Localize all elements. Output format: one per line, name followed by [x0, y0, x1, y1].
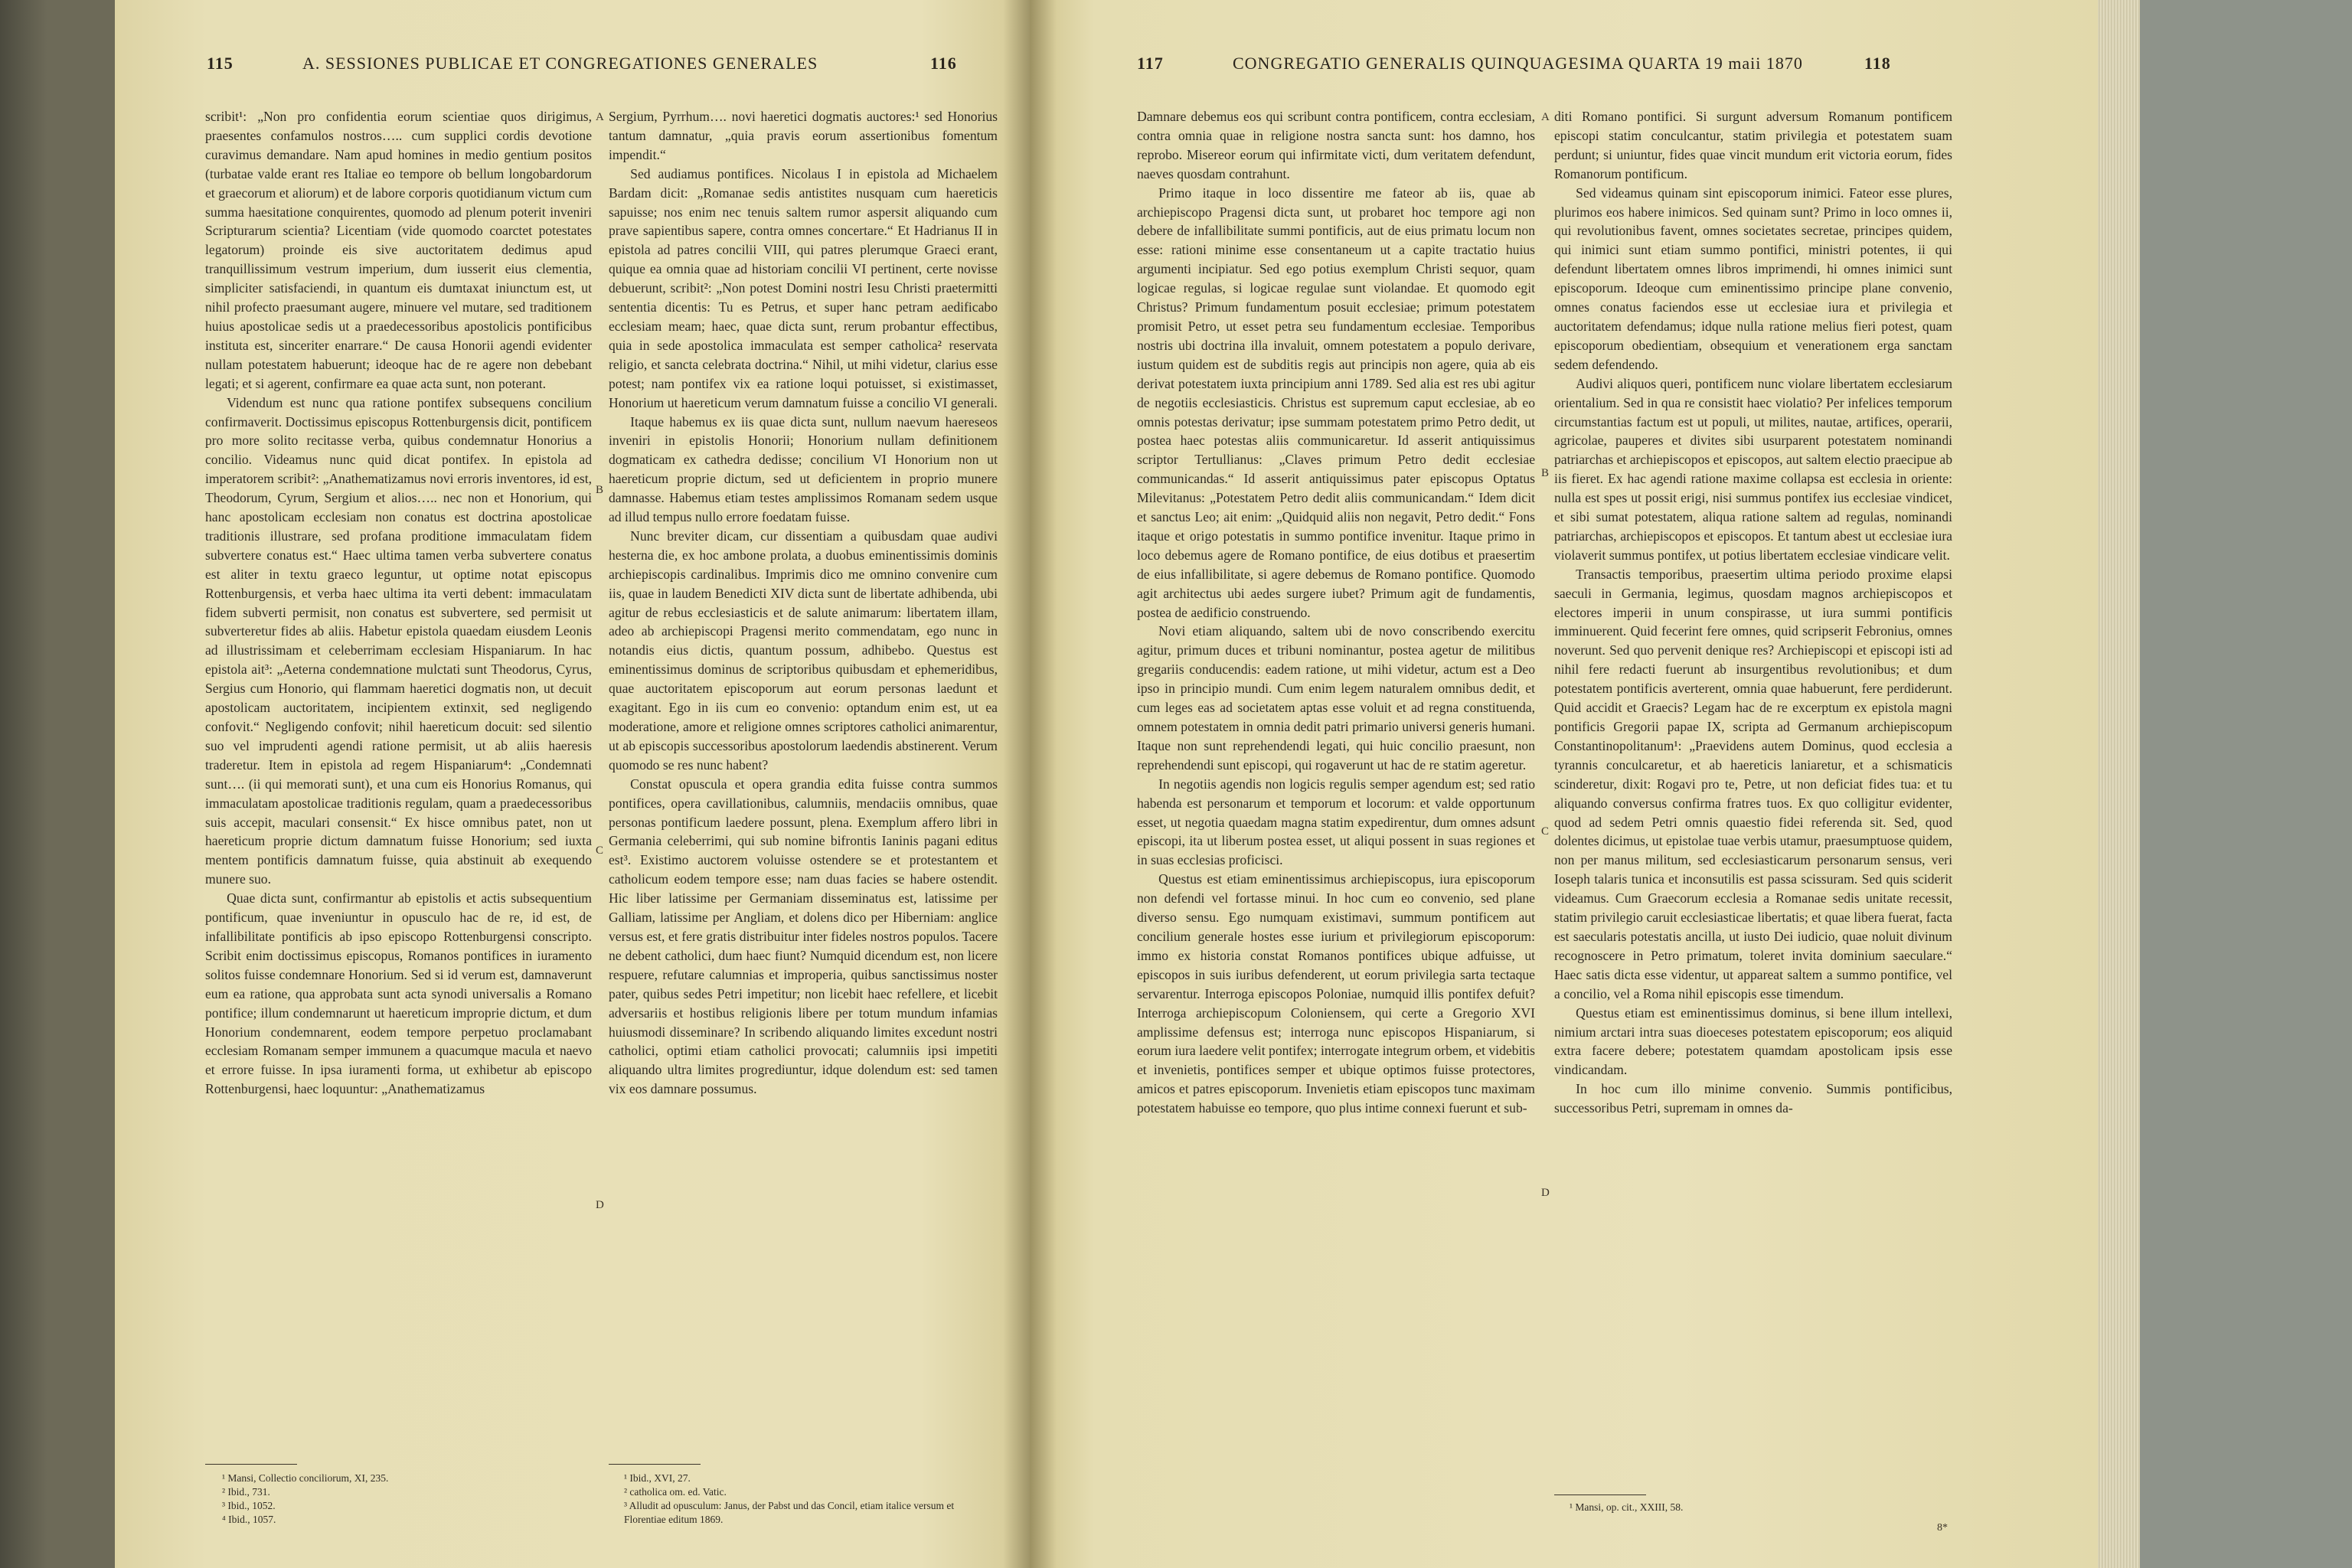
paragraph: Sed videamus quinam sint episcoporum inimici. Fateor esse plures, plurimos eos habere inimicos. Sed quinam sunt? Primo in loco omnes ii, qui revolutionibus favent, omnes societates secretae, principes quidem, qui inimici sunt etiam summo pontifici, ministri potentes, ii qui defendunt libertatem omnes libros imprimendi, hi omnes inimici sunt episcoporum. Ideoque cum eminentissimo principe plane convenio, omnes conatus faciendos esse ut ecclesiae iura et privilegia et auctoritatem defendamus; idque nulla ratione melius fieri potest, quam episcoporum obedientiam, obsequium et venerationem erga sanctam sedem defendendo.	[1554, 185, 1952, 372]
paragraph: Itaque habemus ex iis quae dicta sunt, nullum naevum haereseos inveniri in epistolis Honorii; Honorium nullam definitionem dogmaticam ex cathedra dedisse; concilium VI Honorium non ut haereticum proprie dictum, sed ut deficientem in proprio munere damnasse. Habemus etiam testes amplissimos Romanam sedem usque ad illud tempus nullo errore foedatam fuisse.	[609, 413, 998, 525]
paragraph: In hoc cum illo minime convenio. Summis pontificibus, successoribus Petri, supremam in omnes da-	[1554, 1081, 1952, 1116]
footnote-rule	[609, 1464, 701, 1465]
right-page	[1030, 0, 2098, 1568]
footnote: ¹ Mansi, op. cit., XXIII, 58.	[1570, 1501, 1684, 1513]
margin-mark-d: D	[1541, 1187, 1550, 1199]
page-number-117: 117	[1137, 54, 1164, 73]
margin-mark-d: D	[596, 1199, 604, 1211]
left-column-2	[609, 107, 998, 1099]
footnote: ² catholica om. ed. Vatic.	[624, 1486, 727, 1498]
footnote: ¹ Mansi, Collectio conciliorum, XI, 235.	[222, 1472, 389, 1484]
margin-mark-a: A	[1541, 111, 1550, 123]
paragraph: Nunc breviter dicam, cur dissentiam a quibusdam quae audivi hesterna die, ex hoc ambone prolata, a duobus eminentissimis dominis archiepiscopis cardinalibus. Imprimis dico me omnino convenire cum iis, quae in laudem Benedicti XIV dicta sunt de libertate adhibenda, ubi agitur de rebus ecclesiasticis et de salute animarum: libertatem illam, adeo ab archiepiscopi Pragensi merito commendatam, ego nunc in notandis eius dictis, quantum possum, adhibebo. Questus est eminentissimus dominus de scriptoribus quibusdam et ephemeridibus, quae auctoritatem episcoporum aut eorum personas laedunt et exagitant. Ego in iis cum eo convenio: optandum enim est, ut ea moderatione, amore et religione omnes scriptores catholici animarentur, ut ab episcopis successoribus apostolorum laedendis abstinerent. Verum quomodo se res nunc habent?	[609, 528, 998, 773]
footnote: ² Ibid., 731.	[222, 1486, 270, 1498]
page-number-115: 115	[207, 54, 234, 73]
footnote: ¹ Ibid., XVI, 27.	[624, 1472, 691, 1484]
footnote: ³ Alludit ad opusculum: Janus, der Pabst und das Concil, etiam italice versum et Florentiae editum 1869.	[624, 1500, 955, 1525]
paragraph: In negotiis agendis non logicis regulis semper agendum est; sed ratio habenda est personarum et temporum et locorum: et valde opportunum esset, ut negotia quaedam magna statim expedirentur, dum omnes adsunt episcopi, ita ut liberum postea esset, ut aliqui possent in suas regiones et in suas ecclesias proficisci.	[1137, 776, 1535, 868]
right-column-1	[1137, 107, 1535, 1118]
margin-mark-a: A	[596, 111, 604, 123]
footnote: ⁴ Ibid., 1057.	[222, 1514, 276, 1525]
paragraph: Sed audiamus pontifices. Nicolaus I in epistola ad Michaelem Bardam dicit: „Romanae sedis antistites nusquam cum haereticis sapuisse; nos enim nec tenuis saltem rumor aspersit aliquando cum prave sapientibus sapere, contra omnes concertare.“ Et Hadrianus II in epistola ad patres concilii VIII, qui patres plerumque Graeci erant, quique ea omnia quae ad historiam concilii VI pertinent, certe novisse debuerunt, scribit²: „Non potest Domini nostri Iesu Christi praetermitti sententia dicentis: Tu es Petrus, et super hanc petram aedificabo ecclesiam meam; haec, quae dicta sunt, rerum probantur effectibus, quia in sede apostolica immaculata est semper catholica² reservata religio, et sancta celebrata doctrina.“ Nihil, ut mihi videtur, clarius esse potest; nam pontifex vix ea ratione loqui potuisset, si existimasset, Honorium ut haereticum verum damnatum fuisse a concilio VI generali.	[609, 165, 998, 410]
margin-mark-c: C	[596, 844, 604, 857]
paragraph: Primo itaque in loco dissentire me fateor ab iis, quae ab archiepiscopo Pragensi dicta sunt, ut probaret hoc tempore agi non debere de infallibilitate summi pontificis, aut de eius primatu locum non esse: rationi minime esse consentaneum ut a capite tractatio huius argumenti incipiatur. Sed ego potius exemplum Christi sequor, quam logicae regulas, si logicae regulae sunt violandae. Et quomodo egit Christus? Primum fundamentum posuit ecclesiae; primum potestatem promisit Petro, ut esset petra seu fundamentum ecclesiae. Temporibus nostris ubi doctrina illa invaluit, omnem potestatem a populo derivare, iustum quidem est de subditis regis aut principis non agere, quia ab eis derivat potestatem iuxta principium anni 1789. Sed alia est res ubi agitur de negotiis ecclesiasticis. Christus est supremum caput ecclesiae, ab eo omnis potestas derivatur; ipse summam potestatem primo Petro dedit, ut postea haec potestas aliis communicaretur. Id asserit antiquissimus scriptor Tertullianus: „Claves primum Petro dedit ecclesiae communicandas.“ Id asserit antiquissimus pater episcopus Optatus Milevitanus: „Potestatem Petro dedit aliis communicandam.“ Idem dicit et sanctus Leo; ait enim: „Quidquid aliis non negavit, Petro dedit.“ Fons itaque et origo potestatis in summo pontifice invenitur. Itaque primo in loco debemus agere de Romano pontifice, de eius dotibus et praesertim de eius infallibilitate, si agere debemus de Romano pontifice. Quomodo agit architectus ubi aedes surgere iubet? Primum agit de fundamentis, postea de aedificio construendo.	[1137, 185, 1535, 620]
right-column-2	[1554, 107, 1952, 1118]
footnote-rule	[1554, 1494, 1646, 1495]
left-column-1	[205, 107, 592, 1099]
paragraph: Sergium, Pyrrhum…. novi haeretici dogmatis auctores:¹ sed Honorius tantum damnatur, „quia pravis eorum assertionibus fomentum impendit.“	[609, 109, 998, 162]
page-number-118: 118	[1864, 54, 1891, 73]
left-page	[115, 0, 1030, 1568]
paragraph: Audivi aliquos queri, pontificem nunc violare libertatem ecclesiarum orientalium. Sed in qua re consistit haec violatio? Per infelices temporum circumstantias factum est ut populi, ut milites, nautae, artifices, operarii, agricolae, pauperes et divites sibi usurparent potestatem nominandi patriarchas et archiepiscopos et episcopos, aut saltem electio praecipue ab iis fieret. Ex hac agendi ratione maxime collapsa est ecclesia in oriente: nulla est spes ut possit erigi, nisi summus pontifex ius ecclesiae vindicet, et sibi sumat potestatem, aliqua ratione saltem ad regulas, nominandi patriarchas, archiepiscopos et episcopos. Et tantum abest ut ecclesiae iura violaverit summus pontifex, ut potius libertatem ecclesiae vindicare velit.	[1554, 375, 1952, 563]
table-surface	[2140, 0, 2352, 1568]
paragraph: Questus etiam est eminentissimus dominus, si bene illum intellexi, nimium arctari intra suas dioeceses potestatem episcoporum; eos aliquid extra facere debere; potestatem quamdam apostolicam ipsis esse vindicandam.	[1554, 1004, 1952, 1078]
paragraph: scribit¹: „Non pro confidentia eorum scientiae quos dirigimus, praesentes confamulos nostros….. cum supplici cordis devotione curavimus demandare. Nam apud homines in medio gentium positos (turbatae valde erant res Italiae eo tempore ob bellum longobardorum et graecorum et aliorum) et de labore corporis quotidianum victum cum summa haesitatione conquirentes, quomodo ad plenum poterit inveniri Scripturarum scientia? Licentiam (vide quomodo coarctet potestates legatorum) proinde eis sive auctoritatem dedimus apud tranquillissimum vestrum imperium, dum iusserit eius clementia, simpliciter satisfaciendi, in quantum eis dumtaxat iniunctum est, ut nihil profecto praesumant augere, minuere vel mutare, sed traditionem huius apostolicae sedis ut a praedecessoribus apostolicis pontificibus instituta est, sinceriter enarrare.“ De causa Honorii agendi evidenter nullam potestatem habuerunt; ideoque hac de re agere non debebant legati; et si agerent, confirmare ea quae acta sunt, non poterant.	[205, 109, 592, 391]
page-edges	[2098, 0, 2352, 1568]
footnote-rule	[205, 1464, 297, 1465]
left-column-2-footnotes	[624, 1472, 998, 1527]
margin-mark-b: B	[1541, 467, 1550, 479]
footnote: ³ Ibid., 1052.	[222, 1500, 276, 1511]
left-column-1-footnotes	[222, 1472, 590, 1527]
margin-mark-c: C	[1541, 825, 1550, 838]
book-gutter	[1003, 0, 1057, 1568]
paragraph: Questus est etiam eminentissimus archiepiscopus, iura episcoporum non defendi vel fortasse minui. In hoc cum eo convenio, sed plane diverso sensu. Ego numquam existimavi, summum pontificem aut concilium generale hostes esse iurium et privilegiorum episcoporum: immo ex historia constat Romanos pontifices ubique adfuisse, ut episcopos in suis iuribus defenderent, ut eorum privilegia sarta tectaque servarentur. Interroga episcopos Poloniae, numquid illis pontifex defuit? Interroga archiepiscopum Coloniensem, qui certe a Gregorio XVI amplissime defensus est; interroga nunc episcopos Hispaniarum, si eorum iura laedere velit pontifex; interrogate integrum orbem, et videbitis et invenietis, pontifices semper et ubique optimos fuisse protectores, amicos et patres episcoporum. Invenietis etiam episcopos tunc maximam potestatem habuisse eo tempore, quo plus intime connexi fuerunt et sub-	[1137, 871, 1535, 1116]
paragraph: Quae dicta sunt, confirmantur ab epistolis et actis subsequentium pontificum, quae inveniuntur in opusculo hac de re, id est, de infallibilitate pontificis ab ipso episcopo Rottenburgensi conscripto. Scribit enim doctissimus episcopus, Romanos pontifices in iuramento solitos fuisse condemnare Honorium. Sed si id verum est, damnaverunt eum ea ratione, qua approbata sunt acta synodi universalis a Romano pontifice; illum condemnarunt ut haereticum improprie dictum, et dum Honorium condemnarent, eodem tempore perpetuo proclamabant ecclesiam Romanam semper immunem a quacumque macula et naevo et errore fuisse. In ipsa iuramenti forma, ut exhibetur ab episcopo Rottenburgensi, haec loquuntur: „Anathematizamus	[205, 890, 592, 1097]
paragraph: Constat opuscula et opera grandia edita fuisse contra summos pontifices, opera cavillationibus, calumniis, mendaciis omnibus, quae personas pontificum laedere possunt, plena. Exemplum affero libri in Germania celeberrimi, qui sub nomine bifrontis Ianinis pagani editus est³. Existimo auctorem voluisse ostendere se et protestantem et catholicum eodem tempore esse; nam duas facies se habere ostendit. Hic liber latissime per Germaniam disseminatus est, latissime per Galliam, latissime per Angliam, et dolens dico per Hiberniam: anglice versus est, et fere gratis distribuitur inter fideles nostros populos. Tacere ne debent catholici, dum haec fiunt? Numquid dicendum est, non licere respuere, refutare calumnias et improperia, quibus sanctissimus noster pater, quibus sedes Petri impetitur; non licebit haec refellere, et licebit adversariis et hostibus religionis libere per totum mundum infamias huiusmodi disseminare? In scribendo aliquando limites excedunt nostri catholici, optimi etiam catholici provocati; calumniis ipsi impetiti aliquando ultra limites progrediuntur, idque dolendum est: sed tamen vix eos damnare possumus.	[609, 776, 998, 1097]
paragraph: Novi etiam aliquando, saltem ubi de novo conscribendo exercitu agitur, primum duces et tribuni nominantur, postea agetur de militibus gregariis conducendis: eadem ratione, ut mihi videtur, actum est a Deo ipso in principio mundi. Cum enim legem naturalem omnibus dedit, et cum leges eas ad societatem aptas esse voluit et ad regna constituenda, omnem potestatem in omnia dedit patri primario universi generis humani. Itaque non sunt reprehendendi legati, qui huic concilio praesunt, non reprehendendi sunt episcopi, qui rogaverunt ut hac de re statim ageretur.	[1137, 623, 1535, 773]
margin-mark-b: B	[596, 484, 604, 496]
left-running-head: A. SESSIONES PUBLICAE ET CONGREGATIONES GENERALES	[302, 54, 818, 73]
paragraph: Videndum est nunc qua ratione pontifex subsequens concilium confirmaverit. Doctissimus episcopus Rottenburgensis dicit, pontificem pro more solito recitasse verba, quibus condemnatur Honorius a concilio. Videamus nunc quid dicat pontifex. In epistola ad imperatorem scribit²: „Anathematizamus novi erroris inventores, id est, Theodorum, Cyrum, Sergium et alios….. nec non et Honorium, qui hanc apostolicam ecclesiam non conatus est doctrina apostolicae traditionis illustrare, sed profana proditione immaculatam fidem subvertere conatus est.“ Haec ultima tamen verba subvertere conatus est aliter in textu graeco leguntur, ut optime notat episcopus Rottenburgensis, et verba haec ultima ita verti debent: immaculatam fidem subverti permisit, non conatus est subvertere, sed permisit ut subverteretur fides ab aliis. Habetur epistola quaedam eiusdem Leonis ad illustrissimam et celeberrimam ecclesiam Hispaniarum. In hac epistola ait³: „Aeterna condemnatione mulctati sunt Theodorus, Cyrus, Sergius cum Honorio, qui flammam haeretici dogmatis non, ut decuit apostolicam auctoritatem, incipientem extinxit, sed negligendo confovit.“ Negligendo confovit; nihil haereticum docuit: sed silentio suo vel imprudenti agendi ratione permisit, ut ab aliis haeresis traderetur. Item in epistola ad regem Hispaniarum⁴: „Condemnati sunt…. (ii qui memorati sunt), et una cum eis Honorius Romanus, qui immaculatam apostolicae traditionis regulam, quam a praedecessoribus suis accepit, maculari consensit.“ Ex hisce omnibus patet, non ut haereticum proprie dictum damnatum fuisse Honorium; sed iuxta mentem pontificis damnatum fuisse, quia abstinuit ab exequendo munere suo.	[205, 394, 592, 887]
paragraph: Damnare debemus eos qui scribunt contra pontificem, contra ecclesiam, contra omnia quae in religione nostra sancta sunt: hos damno, hos reprobo. Misereor eorum qui infirmitate victi, dum veritatem defendunt, naeves quosdam contrahunt.	[1137, 109, 1535, 181]
page-number-116: 116	[930, 54, 957, 73]
right-running-head: CONGREGATIO GENERALIS QUINQUAGESIMA QUARTA 19 maii 1870	[1233, 54, 1803, 73]
paragraph: Transactis temporibus, praesertim ultima periodo proxime elapsi saeculi in Germania, legimus, quosdam magnos archiepiscopos et electores imperii in unum conspirasse, ut iura summi pontificis imminuerent. Quid fecerint fere omnes, quid scripserit Febronius, omnes noverunt. Sed quo pervenit denique res? Archiepiscopi et episcopi isti ad nihil fere redacti fuerunt ab insurgentibus revolutionibus; et dum potestatem pontificis averterent, omnia quae habuerunt, fere perdiderunt. Quid accidit et Graecis? Legam hac de re excerptum ex epistola magni pontificis Gregorii papae IX, scripta ad Germanum archiepiscopum Constantinopolitanum¹: „Praevidens autem Dominus, quod ecclesia a tyrannis conculcaretur, et ab haereticis laniaretur, et a schismaticis scinderetur, dixit: Rogavi pro te, Petre, ut non deficiat fides tua: et tu aliquando conversus confirma fratres tuos. Ex quo colligitur evidenter, quod ad sedem Petri omnis quaestio fidei referenda sit. Sed, quod dolentes dicimus, ut epistolae tuae verbis utamur, praesumptuose quidem, non per manus militum, sed ecclesiasticarum personarum sensus, veri Ioseph talaris tunica et inconsutilis est passa scissuram. Sed quis sciderit videamus. Cum Graecorum ecclesia a Romanae sedis unitate recessit, statim privilegio caruit ecclesiasticae libertatis; et quae libera fuerat, facta est saecularis potestatis ancilla, ut iusto Dei iudicio, quae noluit divinum recognoscere in Petro primatum, toleret invita dominium saeculare.“ Haec satis dicta esse videntur, ut appareat saltem a summo pontifice, vel a concilio, vel a Roma nihil episcopis esse timendum.	[1554, 566, 1952, 1001]
signature-mark: 8*	[1937, 1522, 1948, 1534]
paragraph: diti Romano pontifici. Si surgunt adversum Romanum pontificem episcopi statim conculcantur, statim privilegia et potestatem suam perdunt; si uniuntur, fides quae vincit mundum erit victoria eorum, fides Romanorum pontificum.	[1554, 109, 1952, 181]
right-column-2-footnotes	[1570, 1501, 1937, 1514]
